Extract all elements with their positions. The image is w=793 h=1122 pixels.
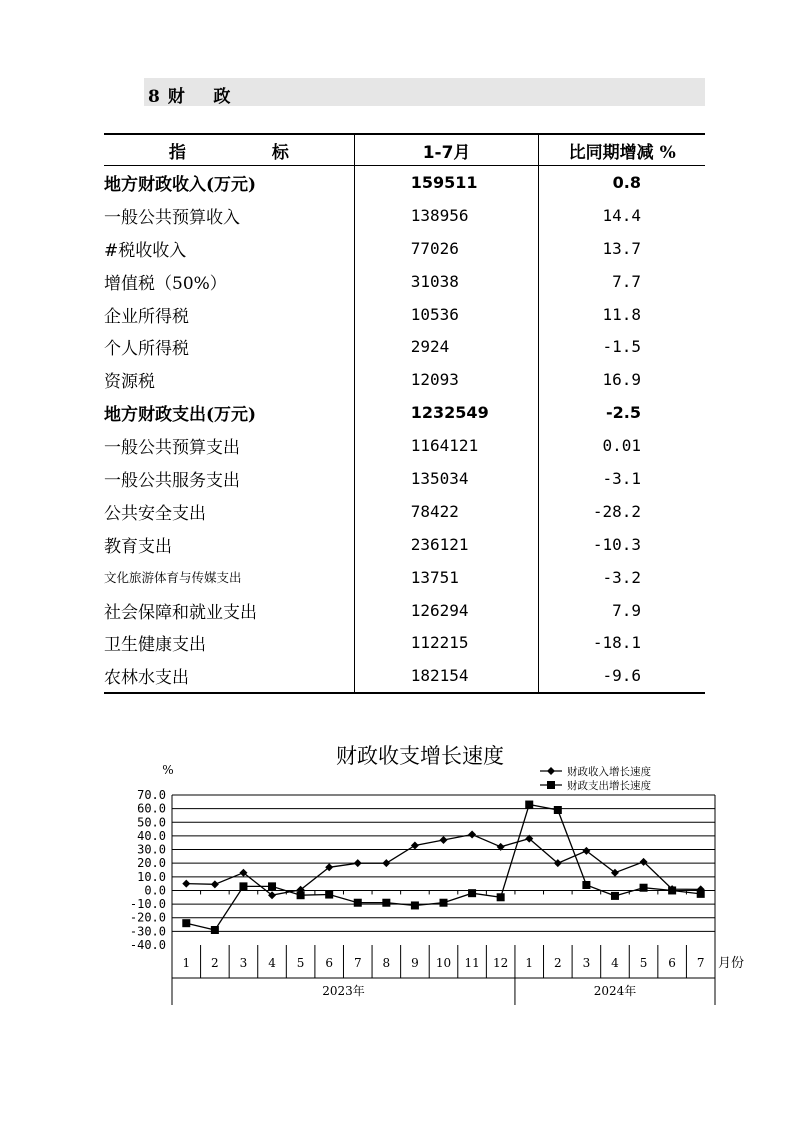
- row-value: 12093: [354, 363, 539, 396]
- data-point-expenditure: [182, 919, 190, 927]
- data-point-income: [411, 841, 419, 849]
- table-row: [104, 396, 705, 429]
- row-label: 一般公共预算收入: [104, 199, 354, 232]
- legend-label-expenditure: 财政支出增长速度: [567, 780, 651, 792]
- x-axis-label: 月份: [718, 956, 745, 971]
- row-change: -18.1: [592, 633, 641, 653]
- group-label: 2024年: [593, 984, 637, 998]
- table-row: [104, 298, 705, 331]
- x-tick-label: 7: [353, 956, 362, 970]
- table-row: [104, 330, 705, 363]
- x-tick-label: 4: [611, 956, 619, 970]
- data-point-expenditure: [611, 892, 619, 900]
- row-change: 14.4: [602, 205, 641, 225]
- row-change: -3.1: [602, 468, 641, 488]
- row-value: 13751: [354, 561, 539, 594]
- data-point-income: [440, 836, 448, 844]
- y-tick-label: 10.0: [137, 869, 166, 884]
- header-indicator-part1: 指: [168, 142, 186, 163]
- y-tick-label: -20.0: [129, 910, 166, 925]
- row-value: 78422: [354, 495, 539, 528]
- table-row: [104, 232, 705, 265]
- row-value: 2924: [354, 330, 539, 363]
- row-change: -3.2: [602, 567, 641, 587]
- y-axis-label: %: [162, 763, 174, 777]
- data-point-income: [382, 859, 390, 867]
- x-tick-label: 8: [382, 956, 391, 970]
- data-point-expenditure: [382, 899, 390, 907]
- series-line-2: [186, 805, 700, 931]
- row-value: 138956: [354, 199, 539, 232]
- table-row: [104, 626, 705, 659]
- section-header: [144, 78, 705, 106]
- row-change: -9.6: [602, 666, 641, 686]
- row-change: -2.5: [606, 403, 641, 423]
- legend-marker-income: [547, 767, 555, 775]
- data-point-expenditure: [325, 891, 333, 899]
- data-point-expenditure: [440, 899, 448, 907]
- row-value: 159511: [354, 166, 539, 199]
- header-indicator-part2: 标: [271, 142, 289, 163]
- x-tick-label: 1: [182, 956, 191, 970]
- table-row: [104, 659, 705, 693]
- y-tick-label: 60.0: [137, 801, 166, 816]
- row-change: 0.01: [602, 436, 641, 456]
- row-label: 文化旅游体育与传媒支出: [104, 561, 354, 594]
- y-tick-label: 50.0: [137, 815, 166, 830]
- row-change: 11.8: [602, 304, 641, 324]
- data-point-expenditure: [239, 882, 247, 890]
- table-row: [104, 594, 705, 627]
- group-label: 2023年: [322, 984, 365, 998]
- section-title: 8 财 政: [148, 87, 232, 107]
- y-tick-label: 30.0: [137, 842, 166, 857]
- data-point-income: [354, 859, 362, 867]
- table-row: [104, 528, 705, 561]
- row-label: 增值税（50%）: [104, 265, 354, 298]
- row-change: -10.3: [592, 534, 641, 554]
- data-point-expenditure: [668, 886, 676, 894]
- data-point-expenditure: [297, 891, 305, 899]
- data-point-income: [468, 831, 476, 839]
- x-tick-label: 11: [464, 956, 480, 970]
- row-value: 135034: [354, 462, 539, 495]
- x-tick-label: 10: [435, 956, 452, 970]
- y-tick-label: 0.0: [144, 883, 166, 898]
- data-point-expenditure: [525, 801, 533, 809]
- growth-chart: [0, 730, 793, 1030]
- table-row: [104, 265, 705, 298]
- data-point-expenditure: [468, 889, 476, 897]
- y-tick-label: -10.0: [129, 897, 166, 912]
- x-tick-label: 5: [639, 956, 648, 970]
- legend-marker-expenditure: [547, 781, 555, 789]
- row-label: #税收收入: [104, 232, 354, 265]
- y-tick-label: -30.0: [129, 924, 166, 939]
- row-value: 1232549: [354, 396, 539, 429]
- table-row: [104, 495, 705, 528]
- x-tick-label: 12: [493, 956, 509, 970]
- x-tick-label: 7: [696, 956, 705, 970]
- row-label: 卫生健康支出: [104, 626, 354, 659]
- table-row: [104, 462, 705, 495]
- header-period: 1-7月: [354, 134, 539, 166]
- legend-label-income: 财政收入增长速度: [567, 766, 651, 778]
- row-change: -28.2: [592, 501, 641, 521]
- table-row: [104, 166, 705, 199]
- row-value: 112215: [354, 626, 539, 659]
- row-change: -1.5: [602, 337, 641, 357]
- data-point-expenditure: [640, 884, 648, 892]
- row-label: 农林水支出: [104, 659, 354, 693]
- row-label: 个人所得税: [104, 330, 354, 363]
- data-point-expenditure: [497, 893, 505, 901]
- row-label: 企业所得税: [104, 298, 354, 331]
- x-tick-label: 6: [668, 956, 676, 970]
- table-row: [104, 429, 705, 462]
- row-label: 地方财政支出(万元): [104, 396, 354, 429]
- data-point-expenditure: [268, 882, 276, 890]
- x-tick-label: 9: [411, 956, 419, 970]
- x-tick-label: 3: [582, 956, 591, 970]
- table-row: [104, 561, 705, 594]
- data-point-expenditure: [554, 806, 562, 814]
- data-point-expenditure: [697, 890, 705, 898]
- y-tick-label: 40.0: [137, 828, 166, 843]
- row-label: 教育支出: [104, 528, 354, 561]
- x-tick-label: 5: [296, 956, 305, 970]
- row-label: 地方财政收入(万元): [104, 166, 354, 199]
- x-tick-label: 2: [211, 956, 219, 970]
- row-value: 236121: [354, 528, 539, 561]
- y-tick-label: -40.0: [129, 938, 166, 952]
- y-tick-label: 20.0: [137, 856, 166, 871]
- header-indicator: [104, 134, 354, 166]
- row-change: 16.9: [602, 370, 641, 390]
- finance-table: [104, 133, 705, 694]
- table-header-row: [104, 134, 705, 166]
- row-value: 1164121: [354, 429, 539, 462]
- row-label: 公共安全支出: [104, 495, 354, 528]
- row-label: 一般公共预算支出: [104, 429, 354, 462]
- row-label: 社会保障和就业支出: [104, 594, 354, 627]
- y-tick-label: 70.0: [137, 788, 166, 802]
- row-value: 31038: [354, 265, 539, 298]
- data-point-expenditure: [411, 901, 419, 909]
- row-label: 一般公共服务支出: [104, 462, 354, 495]
- row-value: 10536: [354, 298, 539, 331]
- row-change: 0.8: [612, 172, 641, 192]
- x-tick-label: 4: [268, 956, 276, 970]
- row-change: 7.7: [612, 271, 641, 291]
- data-point-income: [211, 880, 219, 888]
- data-point-income: [182, 880, 190, 888]
- data-point-expenditure: [582, 881, 590, 889]
- row-value: 126294: [354, 594, 539, 627]
- data-point-expenditure: [211, 926, 219, 934]
- table-row: [104, 363, 705, 396]
- chart-title: 财政收支增长速度: [336, 744, 504, 768]
- row-value: 182154: [354, 659, 539, 693]
- row-change: 7.9: [612, 600, 641, 620]
- x-tick-label: 3: [239, 956, 248, 970]
- x-tick-label: 6: [325, 956, 334, 970]
- data-point-expenditure: [354, 899, 362, 907]
- x-tick-label: 1: [525, 956, 534, 970]
- row-change: 13.7: [602, 238, 641, 258]
- x-tick-label: 2: [553, 956, 562, 970]
- table-row: [104, 199, 705, 232]
- row-label: 资源税: [104, 363, 354, 396]
- row-value: 77026: [354, 232, 539, 265]
- header-change: 比同期增减 %: [539, 134, 705, 166]
